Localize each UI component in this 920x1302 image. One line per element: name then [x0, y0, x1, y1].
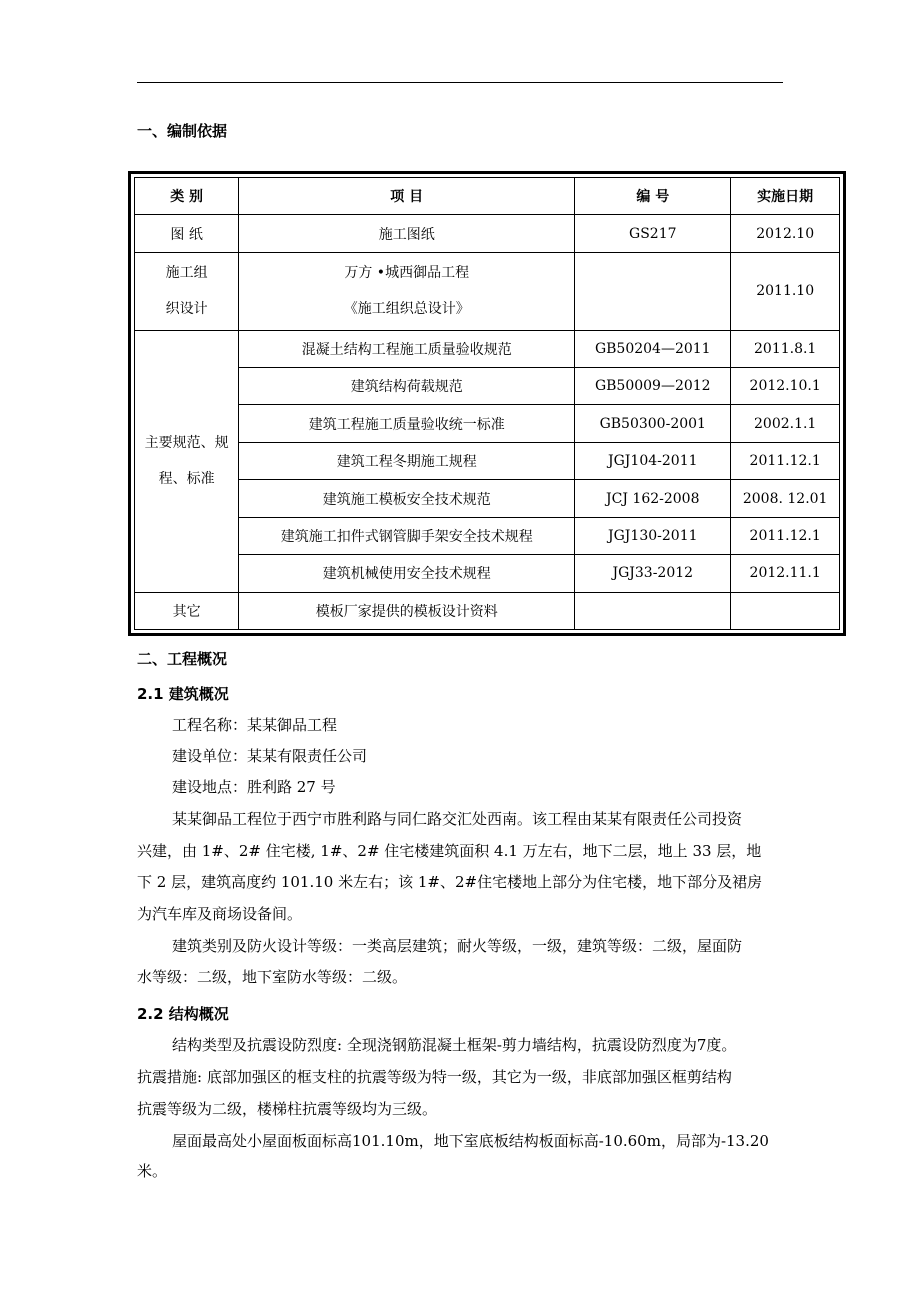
table-row — [135, 480, 840, 517]
construction-site: 建设地点：胜利路 27 号 — [172, 778, 336, 796]
cell-date: 2012.11.1 — [731, 555, 840, 592]
table-row — [135, 592, 840, 629]
cell-code: GB50009—2012 — [575, 368, 731, 405]
subsection-title-building: 2.1 建筑概况 — [137, 685, 229, 703]
basis-table — [128, 171, 846, 636]
cell-date: 2011.12.1 — [731, 517, 840, 554]
cell-category-line: 主要规范、规 — [144, 435, 229, 452]
subsection-title-structure: 2.2 结构概况 — [137, 1005, 229, 1023]
cell-code: JGJ104-2011 — [575, 442, 731, 479]
cell-code: GB50204—2011 — [575, 330, 731, 367]
cell-date: 2011.10 — [731, 252, 840, 330]
cell-date: 2012.10.1 — [731, 368, 840, 405]
cell-item-line: 《施工组织总设计》 — [343, 301, 470, 318]
paragraph-line: 抗震措施: 底部加强区的框支柱的抗震等级为特一级，其它为一级，非底部加强区框剪结构 — [137, 1068, 732, 1086]
header-date: 实施日期 — [731, 178, 840, 215]
table-header-row — [135, 178, 840, 215]
project-name: 工程名称：某某御品工程 — [172, 716, 338, 734]
table-row — [135, 252, 840, 330]
cell-item: 建筑工程冬期施工规程 — [239, 442, 575, 479]
cell-item-line: 万方 •城西御品工程 — [344, 265, 470, 282]
header-category: 类 别 — [135, 178, 239, 215]
construction-unit: 建设单位：某某有限责任公司 — [172, 747, 368, 765]
table-row — [135, 555, 840, 592]
section-title-overview: 二、工程概况 — [137, 650, 228, 668]
cell-category — [135, 252, 239, 330]
table-row — [135, 368, 840, 405]
table-row — [135, 330, 840, 367]
cell-code: GB50300-2001 — [575, 405, 731, 442]
cell-category-line: 织设计 — [165, 301, 208, 318]
cell-date: 2011.8.1 — [731, 330, 840, 367]
paragraph-line: 屋面最高处小屋面板面标高101.10m，地下室底板结构板面标高-10.60m，局部为-13.20 — [172, 1132, 769, 1150]
cell-date: 2011.12.1 — [731, 442, 840, 479]
cell-item: 混凝土结构工程施工质量验收规范 — [239, 330, 575, 367]
section-title-basis: 一、编制依据 — [137, 122, 228, 140]
cell-date: 2008. 12.01 — [731, 480, 840, 517]
cell-code — [575, 252, 731, 330]
cell-code: GS217 — [575, 215, 731, 252]
cell-category — [135, 330, 239, 592]
table-row — [135, 215, 840, 252]
cell-category: 图 纸 — [135, 215, 239, 252]
paragraph-line: 建筑类别及防火设计等级：一类高层建筑；耐火等级，一级，建筑等级：二级，屋面防 — [172, 937, 743, 955]
cell-category-line: 程、标准 — [158, 471, 215, 488]
header-item: 项 目 — [239, 178, 575, 215]
paragraph-line: 为汽车库及商场设备间。 — [137, 905, 303, 923]
table-row — [135, 442, 840, 479]
cell-date — [731, 592, 840, 629]
cell-item: 建筑施工扣件式钢管脚手架安全技术规程 — [239, 517, 575, 554]
cell-date: 2012.10 — [731, 215, 840, 252]
table-row — [135, 405, 840, 442]
paragraph-line: 兴建，由 1#、2# 住宅楼, 1#、2# 住宅楼建筑面积 4.1 万左右，地下二层，地上 33 层，地 — [137, 842, 762, 860]
paragraph-line: 某某御品工程位于西宁市胜利路与同仁路交汇处西南。该工程由某某有限责任公司投资 — [172, 810, 743, 828]
cell-code — [575, 592, 731, 629]
cell-item: 建筑工程施工质量验收统一标准 — [239, 405, 575, 442]
paragraph-line: 抗震等级为二级，楼梯柱抗震等级均为三级。 — [137, 1100, 438, 1118]
cell-item: 施工图纸 — [239, 215, 575, 252]
cell-item: 建筑机械使用安全技术规程 — [239, 555, 575, 592]
cell-code: JGJ33-2012 — [575, 555, 731, 592]
paragraph-line: 结构类型及抗震设防烈度: 全现浇钢筋混凝土框架-剪力墙结构，抗震设防烈度为7度。 — [172, 1036, 737, 1054]
cell-code: JCJ 162-2008 — [575, 480, 731, 517]
cell-item: 模板厂家提供的模板设计资料 — [239, 592, 575, 629]
cell-category-line: 施工组 — [165, 265, 208, 282]
table-row — [135, 517, 840, 554]
cell-category: 其它 — [135, 592, 239, 629]
paragraph-line: 下 2 层，建筑高度约 101.10 米左右；该 1#、2#住宅楼地上部分为住宅楼，地下部分及裙房 — [137, 873, 763, 891]
header-code: 编 号 — [575, 178, 731, 215]
cell-date: 2002.1.1 — [731, 405, 840, 442]
cell-item: 建筑结构荷载规范 — [239, 368, 575, 405]
header-rule — [137, 82, 783, 83]
cell-code: JGJ130-2011 — [575, 517, 731, 554]
cell-item — [239, 252, 575, 330]
paragraph-line: 米。 — [137, 1162, 168, 1180]
paragraph-line: 水等级：二级，地下室防水等级：二级。 — [137, 968, 408, 986]
cell-item: 建筑施工模板安全技术规范 — [239, 480, 575, 517]
